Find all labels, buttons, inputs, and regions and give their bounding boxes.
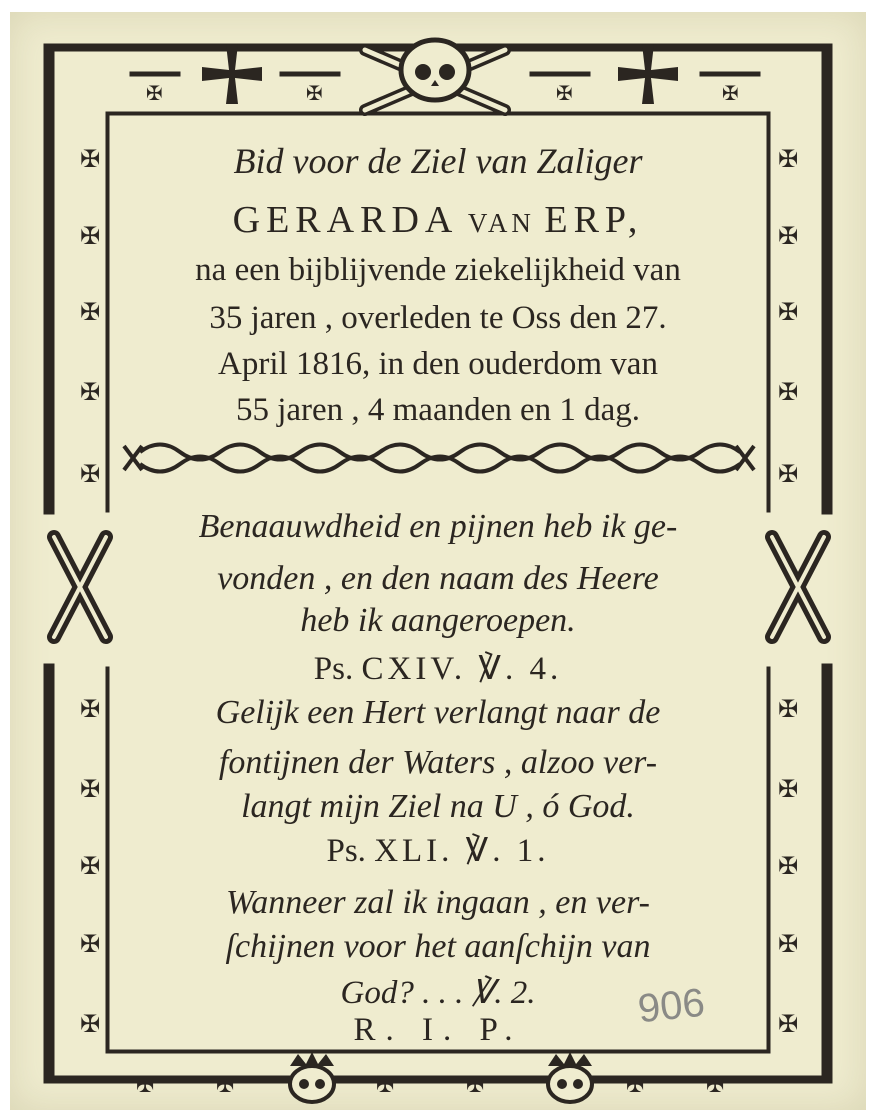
closing-rip: R. I. P.	[353, 1012, 523, 1048]
cross-small-icon: ✠	[80, 378, 101, 406]
name-particle: van	[467, 199, 535, 241]
cross-small-icon: ✠	[80, 852, 101, 880]
biography-line: 55 jaren , 4 maanden en 1 dag.	[235, 392, 641, 428]
top-bar	[280, 72, 340, 76]
cross-small-icon: ✠	[80, 298, 101, 326]
cross-small-icon: ✠	[778, 378, 799, 406]
frame-top-inner	[106, 112, 770, 115]
cross-small-icon: ✠	[80, 1010, 101, 1038]
cross-small-icon: ✠	[778, 930, 799, 958]
verse-line: ſchijnen voor het aanſchijn van	[225, 928, 651, 965]
biography-line: 35 jaren , overleden te Oss den 27.	[209, 300, 667, 336]
top-bar	[130, 72, 180, 76]
verse-line: God? . . . ℣. 2.	[340, 975, 536, 1011]
cross-small-icon: ✠	[778, 145, 799, 173]
cross-small-icon: ✠	[778, 298, 799, 326]
verse-reference	[10, 830, 866, 870]
cross-small-icon: ✠	[722, 81, 739, 105]
cross-small-icon: ✠	[466, 1073, 485, 1098]
cross-pattee-icon	[618, 44, 678, 104]
verse-line: Wanneer zal ik ingaan , en ver-	[226, 884, 650, 921]
cross-small-icon: ✠	[778, 775, 799, 803]
cross-small-icon: ✠	[778, 852, 799, 880]
pencil-annotation: 906	[635, 980, 707, 1032]
verse-line: vonden , en den naam des Heere	[217, 560, 659, 597]
cross-small-icon: ✠	[80, 222, 101, 250]
cross-small-icon: ✠	[778, 1010, 799, 1038]
cross-small-icon: ✠	[376, 1073, 395, 1098]
biography-line: na een bijblijvende ziekelijkheid van	[195, 252, 681, 288]
reference-number: CXIV. ℣. 4.	[361, 651, 563, 687]
name-first: GERARDA	[232, 199, 459, 241]
cross-small-icon: ✠	[778, 460, 799, 488]
reference-book: Ps.	[313, 651, 354, 687]
cross-small-icon: ✠	[146, 81, 163, 105]
top-bar	[700, 72, 760, 76]
braid-divider	[124, 445, 754, 472]
reference-book: Ps.	[326, 833, 366, 869]
deceased-name	[10, 198, 866, 242]
top-bar	[530, 72, 590, 76]
cross-small-icon: ✠	[80, 930, 101, 958]
cross-small-icon: ✠	[778, 222, 799, 250]
cross-small-icon: ✠	[706, 1073, 725, 1098]
cross-small-icon: ✠	[80, 145, 101, 173]
biography-line: April 1816, in den ouderdom van	[218, 346, 658, 382]
reference-number: XLI. ℣. 1.	[374, 833, 550, 869]
verse-line: Benaauwdheid en pijnen heb ik ge-	[198, 508, 678, 545]
cross-small-icon: ✠	[80, 460, 101, 488]
verse-line: langt mijn Ziel na U , ó God.	[241, 788, 635, 825]
crown-skull-icon	[290, 1052, 334, 1102]
verse-line: Gelijk een Hert verlangt naar de	[215, 694, 661, 731]
cross-small-icon: ✠	[80, 695, 101, 723]
frame-bottom-inner	[106, 1050, 770, 1053]
heading-prayer: Bid voor de Ziel van Zaliger	[233, 141, 643, 181]
cross-small-icon: ✠	[306, 81, 323, 105]
cross-pattee-icon	[202, 44, 262, 104]
cross-small-icon: ✠	[216, 1073, 235, 1098]
name-last: ERP,	[544, 199, 644, 241]
cross-small-icon: ✠	[626, 1073, 645, 1098]
verse-line: heb ik aangeroepen.	[300, 602, 576, 639]
cross-small-icon: ✠	[136, 1073, 155, 1098]
cross-small-icon: ✠	[80, 775, 101, 803]
crown-skull-icon	[548, 1052, 592, 1102]
verse-line: fontijnen der Waters , alzoo ver-	[218, 744, 658, 781]
cross-small-icon: ✠	[778, 695, 799, 723]
verse-reference	[10, 648, 866, 688]
cross-small-icon: ✠	[556, 81, 573, 105]
memorial-card	[10, 12, 866, 1110]
